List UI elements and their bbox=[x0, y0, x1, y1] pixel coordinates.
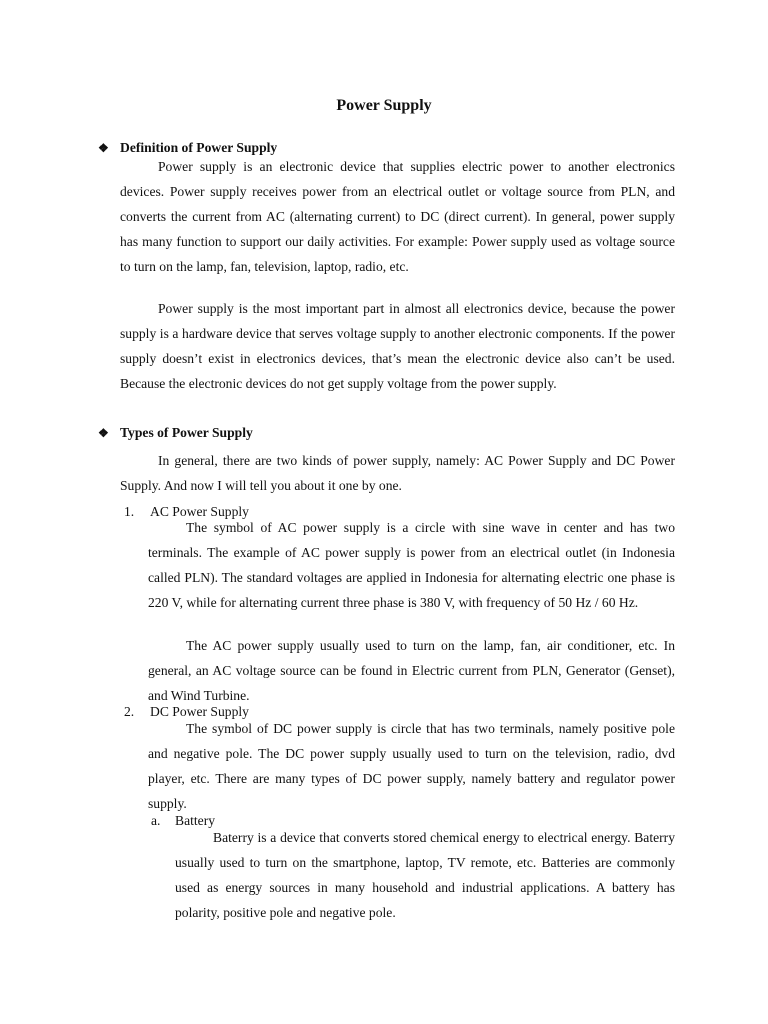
section-heading-text: Types of Power Supply bbox=[120, 425, 253, 440]
list-letter: a. bbox=[151, 813, 161, 828]
diamond-bullet-icon: ❖ bbox=[98, 426, 109, 440]
list-number: 1. bbox=[124, 504, 135, 519]
list-subitem-label: Battery bbox=[175, 813, 216, 828]
diamond-bullet-icon: ❖ bbox=[98, 141, 109, 155]
paragraph: The AC power supply usually used to turn on the lamp, fan, air conditioner, etc. In general, an AC voltage source can be found in Electric current from PLN, Generator (Genset), and Wind Turbine. bbox=[148, 638, 675, 703]
list-item-label: DC Power Supply bbox=[150, 704, 249, 719]
paragraph: The symbol of DC power supply is circle that has two terminals, namely positive pole and negative pole. The DC power supply usually used to turn on the television, radio, dvd player, etc. There are many types of DC power supply, namely battery and regulator power supply. bbox=[148, 721, 675, 811]
paragraph: Power supply is an electronic device that supplies electric power to another electronics devices. Power supply receives power from an electrical outlet or voltage source from PLN, and converts the current from AC (alternating current) to DC (direct current). In general, power supply has many function to support our daily activities. For example: Power supply used as voltage source to turn on the lamp, fan, television, laptop, radio, etc. bbox=[120, 159, 675, 274]
paragraph: In general, there are two kinds of power supply, namely: AC Power Supply and DC Power Supply. And now I will tell you about it one by one. bbox=[120, 453, 675, 493]
section-heading-types bbox=[98, 424, 253, 442]
paragraph: Power supply is the most important part in almost all electronics device, because the power supply is a hardware device that serves voltage supply to another electronic components. If the power supply doesn’t exist in electronics devices, that’s mean the electronic device also can’t be used. Because the electronic devices do not get supply voltage from the power supply. bbox=[120, 301, 675, 391]
paragraph: Baterry is a device that converts stored chemical energy to electrical energy. Baterry usually used to turn on the smartphone, laptop, TV remote, etc. Batteries are commonly used as energy sources in many household and industrial applications. A battery has polarity, positive pole and negative pole. bbox=[175, 830, 675, 920]
page-title: Power Supply bbox=[336, 97, 432, 114]
section-heading-text: Definition of Power Supply bbox=[120, 140, 278, 155]
list-number: 2. bbox=[124, 704, 135, 719]
paragraph: The symbol of AC power supply is a circle with sine wave in center and has two terminals. The example of AC power supply is power from an electrical outlet (in Indonesia called PLN). The standard voltages are applied in Indonesia for alternating electric one phase is 220 V, while for alternating current three phase is 380 V, with frequency of 50 Hz / 60 Hz. bbox=[148, 520, 675, 610]
list-item-label: AC Power Supply bbox=[150, 504, 249, 519]
